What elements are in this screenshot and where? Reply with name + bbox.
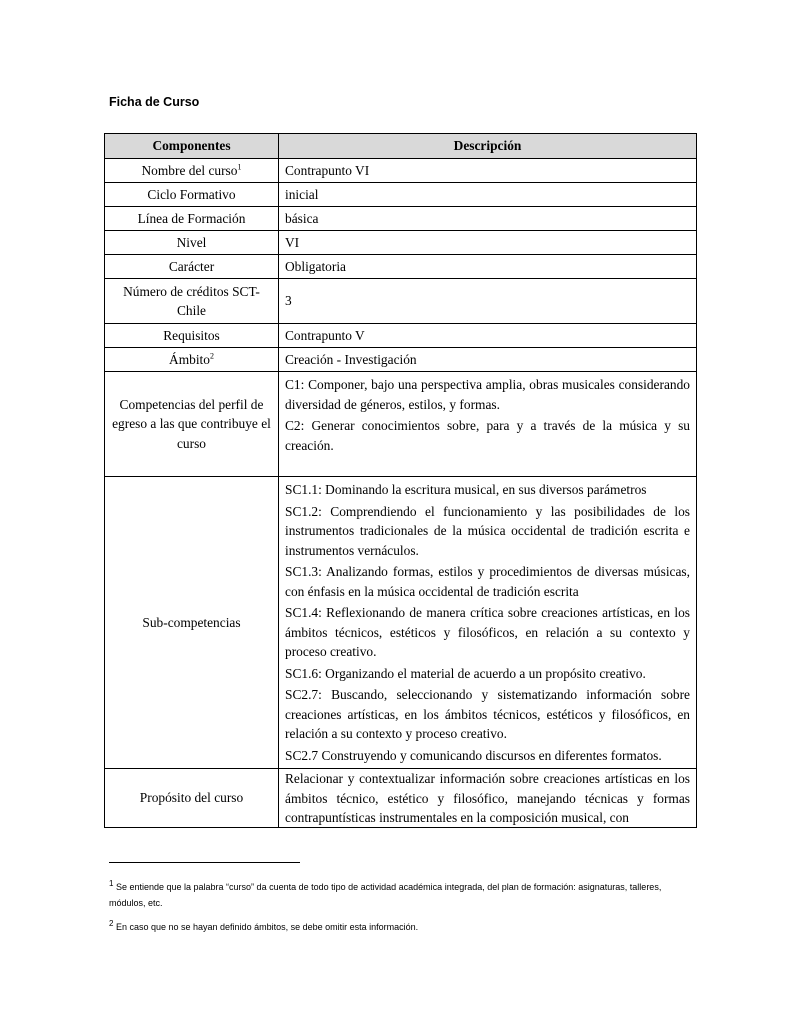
subcompetencia-item: SC2.7 Construyendo y comunicando discursos en diferentes formatos. bbox=[285, 747, 662, 763]
row-label-nombre bbox=[105, 159, 279, 183]
subcompetencia-item: SC1.4: Reflexionando de manera crítica sobre creaciones artísticas, en los ámbitos técnicos, estéticos y filosóficos, en relación a su contexto y proceso creativo. bbox=[285, 605, 690, 659]
footnotes bbox=[109, 879, 699, 943]
table-row-competencias bbox=[105, 372, 697, 477]
footnote-separator bbox=[109, 862, 300, 863]
row-value-ambito: Creación - Investigación bbox=[279, 348, 697, 372]
row-label-creditos: Número de créditos SCT-Chile bbox=[105, 279, 279, 324]
table-row-requisitos bbox=[105, 324, 697, 348]
subcompetencia-item: SC1.1: Dominando la escritura musical, en sus diversos parámetros bbox=[285, 482, 647, 497]
subcompetencia-item: SC1.6: Organizando el material de acuerdo a un propósito creativo. bbox=[285, 665, 646, 681]
row-label-ambito-text: Ámbito bbox=[169, 351, 210, 367]
table-row-nombre bbox=[105, 159, 697, 183]
row-label-subcompetencias: Sub-competencias bbox=[105, 477, 279, 769]
footnote-number: 2 bbox=[109, 919, 114, 928]
table-row-subcompetencias bbox=[105, 477, 697, 769]
row-label-caracter: Carácter bbox=[105, 255, 279, 279]
footnote-1 bbox=[109, 879, 699, 911]
footnote-ref-1: 1 bbox=[237, 162, 242, 172]
row-value-nombre: Contrapunto VI bbox=[279, 159, 697, 183]
table-row-creditos bbox=[105, 279, 697, 324]
row-label-proposito: Propósito del curso bbox=[105, 769, 279, 828]
row-label-competencias: Competencias del perfil de egreso a las que contribuye el curso bbox=[105, 372, 279, 477]
row-value-requisitos: Contrapunto V bbox=[279, 324, 697, 348]
row-value-competencias bbox=[279, 372, 697, 477]
table-row-linea bbox=[105, 207, 697, 231]
row-value-subcompetencias bbox=[279, 477, 697, 769]
proposito-text: Relacionar y contextualizar información sobre creaciones artísticas en los ámbitos técnico, estético y filosófico, manejando técnicas y formas contrapuntísticas instrumentales en la composición musical, con bbox=[285, 771, 690, 825]
competencia-item: C1: Componer, bajo una perspectiva amplia, obras musicales considerando diversidad de géneros, estilos, y formas. bbox=[285, 377, 690, 412]
page-title: Ficha de Curso bbox=[109, 95, 200, 109]
competencia-item: C2: Generar conocimientos sobre, para y a través de la música y su creación. bbox=[285, 418, 690, 453]
row-value-ciclo: inicial bbox=[279, 183, 697, 207]
row-label-requisitos: Requisitos bbox=[105, 324, 279, 348]
table-row-caracter bbox=[105, 255, 697, 279]
row-value-nivel: VI bbox=[279, 231, 697, 255]
row-label-nivel: Nivel bbox=[105, 231, 279, 255]
footnote-ref-2: 2 bbox=[209, 351, 214, 361]
subcompetencia-item: SC1.3: Analizando formas, estilos y procedimientos de diversas músicas, con énfasis en la música occidental de tradición escrita bbox=[285, 564, 690, 599]
column-header-componentes: Componentes bbox=[105, 134, 279, 159]
column-header-descripcion: Descripción bbox=[279, 134, 697, 159]
footnote-text: En caso que no se hayan definido ámbitos, se debe omitir esta información. bbox=[115, 922, 419, 932]
subcompetencia-item: SC2.7: Buscando, seleccionando y sistematizando información sobre creaciones artísticas, en los ámbitos técnicos, estéticos y filosóficos, en relación a su contexto y proceso creativo. bbox=[285, 687, 690, 741]
footnote-number: 1 bbox=[109, 879, 114, 888]
footnote-2 bbox=[109, 919, 699, 935]
row-value-proposito bbox=[279, 769, 697, 828]
row-label-ciclo: Ciclo Formativo bbox=[105, 183, 279, 207]
table-row-nivel bbox=[105, 231, 697, 255]
row-value-linea: básica bbox=[279, 207, 697, 231]
table-row-ciclo bbox=[105, 183, 697, 207]
footnote-text: Se entiende que la palabra “curso” da cuenta de todo tipo de actividad académica integrada, del plan de formación: asignaturas, talleres, módulos, etc. bbox=[109, 882, 662, 908]
table-header-row bbox=[105, 134, 697, 159]
table-row-ambito bbox=[105, 348, 697, 372]
course-table bbox=[104, 133, 697, 828]
row-label-nombre-text: Nombre del curso bbox=[141, 162, 238, 178]
row-value-creditos: 3 bbox=[279, 279, 697, 324]
row-value-caracter: Obligatoria bbox=[279, 255, 697, 279]
table-row-proposito bbox=[105, 769, 697, 828]
row-label-ambito bbox=[105, 348, 279, 372]
row-label-linea: Línea de Formación bbox=[105, 207, 279, 231]
subcompetencia-item: SC1.2: Comprendiendo el funcionamiento y las posibilidades de los instrumentos tradicionales de la música occidental de tradición escrita e instrumentos vernáculos. bbox=[285, 503, 690, 558]
